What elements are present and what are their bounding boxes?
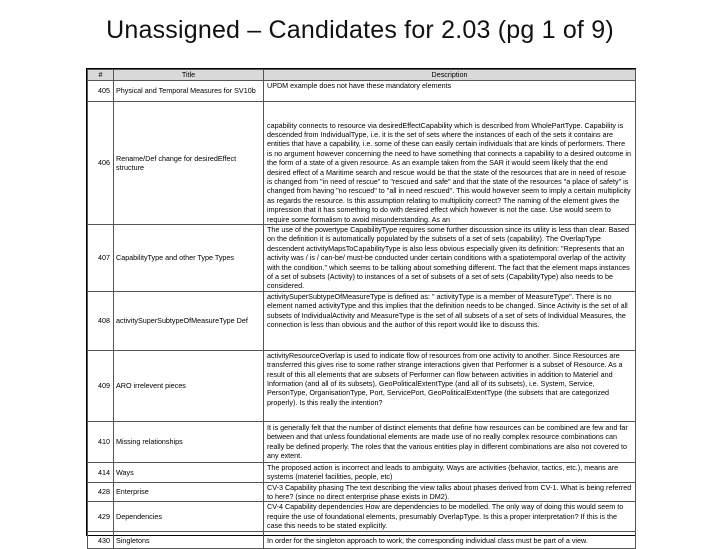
row-title: CapabilityType and other Type Types (114, 225, 264, 292)
row-num: 428 (88, 482, 114, 502)
row-num: 407 (88, 225, 114, 292)
row-title: ARO irrelevent pieces (114, 350, 264, 421)
row-description: capability connects to resource via desiredEffectCapability which is described from WholePartType. Capability is descended from IndividualType, i.e. it is the set of sets where the instances of each of the sets it contains are entities that have a capability, i.e. some of these can easily certain individuals that are kinds of performers. There is no argument however concerning the need to have something that connects a capability to a desired outcome in the form of a state of a given resource. As an example taken from the SAR it would seem likely that the end desired effect of a Maritime search and rescue would be that the state of the resources that are in need of rescue is changed from "in need of rescue" to "rescued and safe" and that the state of the resources "a place of safety" is changed from having "no rescued" to "all in need rescued". This would however seem to imply a certain multiplicity as regards the resource. Is this assumption relating to multiplicity correct? The naming of the element gives the impression that it has something to do with desired effect which however is not the case. Use would seem to require some formalism to avoid misunderstanding. As an (264, 102, 636, 225)
row-title: Ways (114, 462, 264, 482)
table-row (88, 462, 636, 482)
table-row (88, 502, 636, 532)
header-num: # (88, 70, 114, 81)
row-num: 408 (88, 291, 114, 350)
row-description: activitySuperSubtypeOfMeasureType is defined as: " activityType is a member of MeasureType". There is no element named activityType and this implies that the definition needs to be changed. Since Activity is the set of all subsets of IndividualActivity and MeasureType is the set of all subsets of a set of sets of Individual Measures, the connection is less than obvious and the author of this report would like to discuss this. (264, 291, 636, 350)
row-description: UPDM example does not have these mandatory elements (264, 81, 636, 102)
row-description: CV-3 Capability phasing The text describing the view talks about phases derived from CV-1. What is being referred to here? (since no direct enterprise phase exists in DM2). (264, 482, 636, 502)
table-row (88, 482, 636, 502)
table-row (88, 291, 636, 350)
row-num: 406 (88, 102, 114, 225)
table (87, 69, 636, 549)
table-row (88, 532, 636, 549)
row-title: Physical and Temporal Measures for SV10b (114, 81, 264, 102)
row-num: 405 (88, 81, 114, 102)
row-description: The proposed action is incorrect and leads to ambiguity. Ways are activities (behavior, tactics, etc.), means are systems (materiel facilities, people, etc) (264, 462, 636, 482)
row-description: It is generally felt that the number of distinct elements that define how resources can be combined are few and far between and that unless foundational elements are made use of no really complex resource combinations can really be defined properly. The roles that the various entities play in different combinations are also not covered to any extent. (264, 421, 636, 462)
row-num: 409 (88, 350, 114, 421)
table-row (88, 81, 636, 102)
row-title: Singletons (114, 532, 264, 549)
row-title: Rename/Def change for desiredEffect structure (114, 102, 264, 225)
table-row (88, 350, 636, 421)
slide-title: Unassigned – Candidates for 2.03 (pg 1 of 9) (106, 16, 614, 44)
row-description: In order for the singleton approach to work, the corresponding individual class must be part of a view. (264, 532, 636, 549)
row-description: activityResourceOverlap is used to indicate flow of resources from one activity to another. Since Resources are transferred this gives rise to some rather strange interactions given that Performer is a subset of Resource. As a result of this all elements that are subsets of Performer can flow between activities in addition to Materiel and Information (and all of its subsets), GeoPoliticalExtentType (and all of its subsets), i.e. System, Service, PersonType, OrganisationType, Port, ServicePort, GeoPoliticalExtentType (the subsets that are categorized properly). Is this really the intention? (264, 350, 636, 421)
table-header-row (88, 70, 636, 81)
row-num: 410 (88, 421, 114, 462)
row-title: Dependencies (114, 502, 264, 532)
candidates-table (86, 68, 636, 545)
table-row (88, 225, 636, 292)
row-num: 429 (88, 502, 114, 532)
header-title: Title (114, 70, 264, 81)
row-description: CV-4 Capability dependencies How are dependencies to be modelled. The only way of doing this would seem to require the use of foundational elements, presumably OverlapType. Is this a proper interpretation? If this is the case this needs to be stated explicitly. (264, 502, 636, 532)
table-row (88, 102, 636, 225)
table-row (88, 421, 636, 462)
row-title: activitySuperSubtypeOfMeasureType Def (114, 291, 264, 350)
row-description: The use of the powertype CapabilityType requires some further discussion since its utility is less than clear. Based on the definition it is automatically populated by the subsets of a set of sets (capability). The OverlapType descendent activityMapsToCapabilityType is also less obvious especially given its definition: "Represents that an activity was / is / can-be/ must-be conducted under certain conditions with a spatiotemporal overlap of the activity with the condition." which seems to be talking about something different. The fact that the element maps instances of a set of subsets (Activity) to instances of a set of subsets of a set of sets (CapabilityType) also needs to be considered. (264, 225, 636, 292)
row-num: 414 (88, 462, 114, 482)
row-num: 430 (88, 532, 114, 549)
row-title: Enterprise (114, 482, 264, 502)
header-description: Description (264, 70, 636, 81)
row-title: Missing relationships (114, 421, 264, 462)
